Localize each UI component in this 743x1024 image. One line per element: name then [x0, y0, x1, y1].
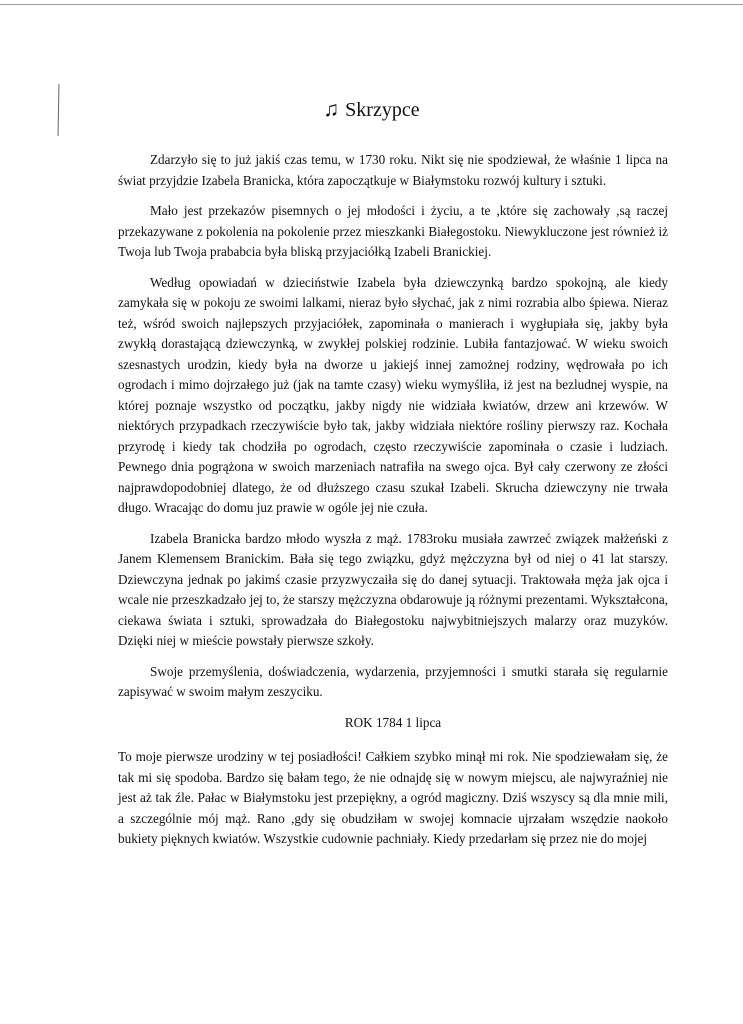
paragraph-3: Według opowiadań w dzieciństwie Izabela była dziewczynką bardzo spokojną, ale kiedy zamykała się w pokoju ze swoimi lalkami, nieraz było słychać, jak z nimi rozrabia albo śpiewa. Nieraz też, wśród swoich najlepszych przyjaciółek, zapominała o manierach i wygłupiała się, jakby była zwykłą dorastającą dziewczynką, w zwykłej polskiej rodzinie. Lubiła fantazjować. W wieku swoich szesnastych urodzin, kiedy była na dworze u jakiejś innej zamożnej rodziny, wędrowała po ich ogrodach i mimo dojrzałego już (jak na tamte czasy) wieku wymyśliła, iż jest na bezludnej wyspie, na której poznaje wszystko od początku, jakby nigdy nie widziała kwiatów, drzew ani krzewów. W niektórych przypadkach rzeczywiście było tak, jakby widziała niektóre rośliny pierwszy raz. Kochała przyrodę i kiedy tak chodziła po ogrodach, często rzeczywiście zapominała o czasie i ludziach. Pewnego dnia pogrążona w swoich marzeniach natrafiła na swego ojca. Był cały czerwony ze złości najprawdopodobniej dlatego, że od dłuższego czasu szukał Izabeli. Skrucha dziewczyny nie trwała długo. Wracając do domu juz prawie w ogóle jej nie czuła. [118, 274, 668, 515]
page-title [0, 96, 743, 123]
music-note-icon: ♫ [323, 97, 340, 121]
diary-heading: ROK 1784 1 lipca [344, 714, 442, 730]
paragraph-1: Zdarzyło się to już jakiś czas temu, w 1730 roku. Nikt się nie spodziewał, że właśnie 1 lipca na świat przyjdzie Izabela Branicka, która zapoczątkuje w Białymstoku rozwój kultury i sztuki. [118, 152, 668, 188]
paragraph-2: Mało jest przekazów pisemnych o jej młodości i życiu, a te ,które się zachowały ,są raczej przekazywane z pokolenia na pokolenie przez mieszkanki Białegostoku. Niewykluczone jest również iż Twoja lub Twoja prababcia była bliską przyjaciółką Izabeli Branickiej. [118, 203, 668, 259]
paragraph-5: Swoje przemyślenia, doświadczenia, wydarzenia, przyjemności i smutki starała się regularnie zapisywać w swoim małym zeszyciku. [118, 663, 668, 699]
paragraph-4: Izabela Branicka bardzo młodo wyszła z mąż. 1783roku musiała zawrzeć związek małżeński z Janem Klemensem Branickim. Bała się tego związku, gdyż mężczyzna był od niej o 41 lat starszy. Dziewczyna jednak po jakimś czasie przyzwyczaiła się do danej sytuacji. Traktowała męża jak ojca i wcale nie przeszkadzało jej to, że starszy mężczyzna obdarowuje ją różnymi prezentami. Wykształcona, ciekawa świata i sztuki, sprowadzała do Białegostoku najwybitniejszych malarzy oraz muzyków. Dzięki niej w mieście powstały pierwsze szkoły. [118, 530, 668, 648]
document-body [118, 150, 668, 860]
top-border-line [0, 4, 743, 5]
title-text: Skrzypce [345, 99, 420, 121]
diary-paragraph: To moje pierwsze urodziny w tej posiadłości! Całkiem szybko minął mi rok. Nie spodziewałam się, że tak mi się spodoba. Bardzo się bałam tego, że nie odnajdę się w nowym miejscu, ale najwyraźniej nie jest aż tak źle. Pałac w Białymstoku jest przepiękny, a ogród magiczny. Dziś wszyscy są dla mnie mili, a szczególnie mój mąż. Rano ,gdy się obudziłam w swojej komnacie ujrzałam wszędzie naokoło bukiety pięknych kwiatów. Wszystkie cudownie pachniały. Kiedy przedarłam się przez nie do mojej [118, 749, 668, 846]
